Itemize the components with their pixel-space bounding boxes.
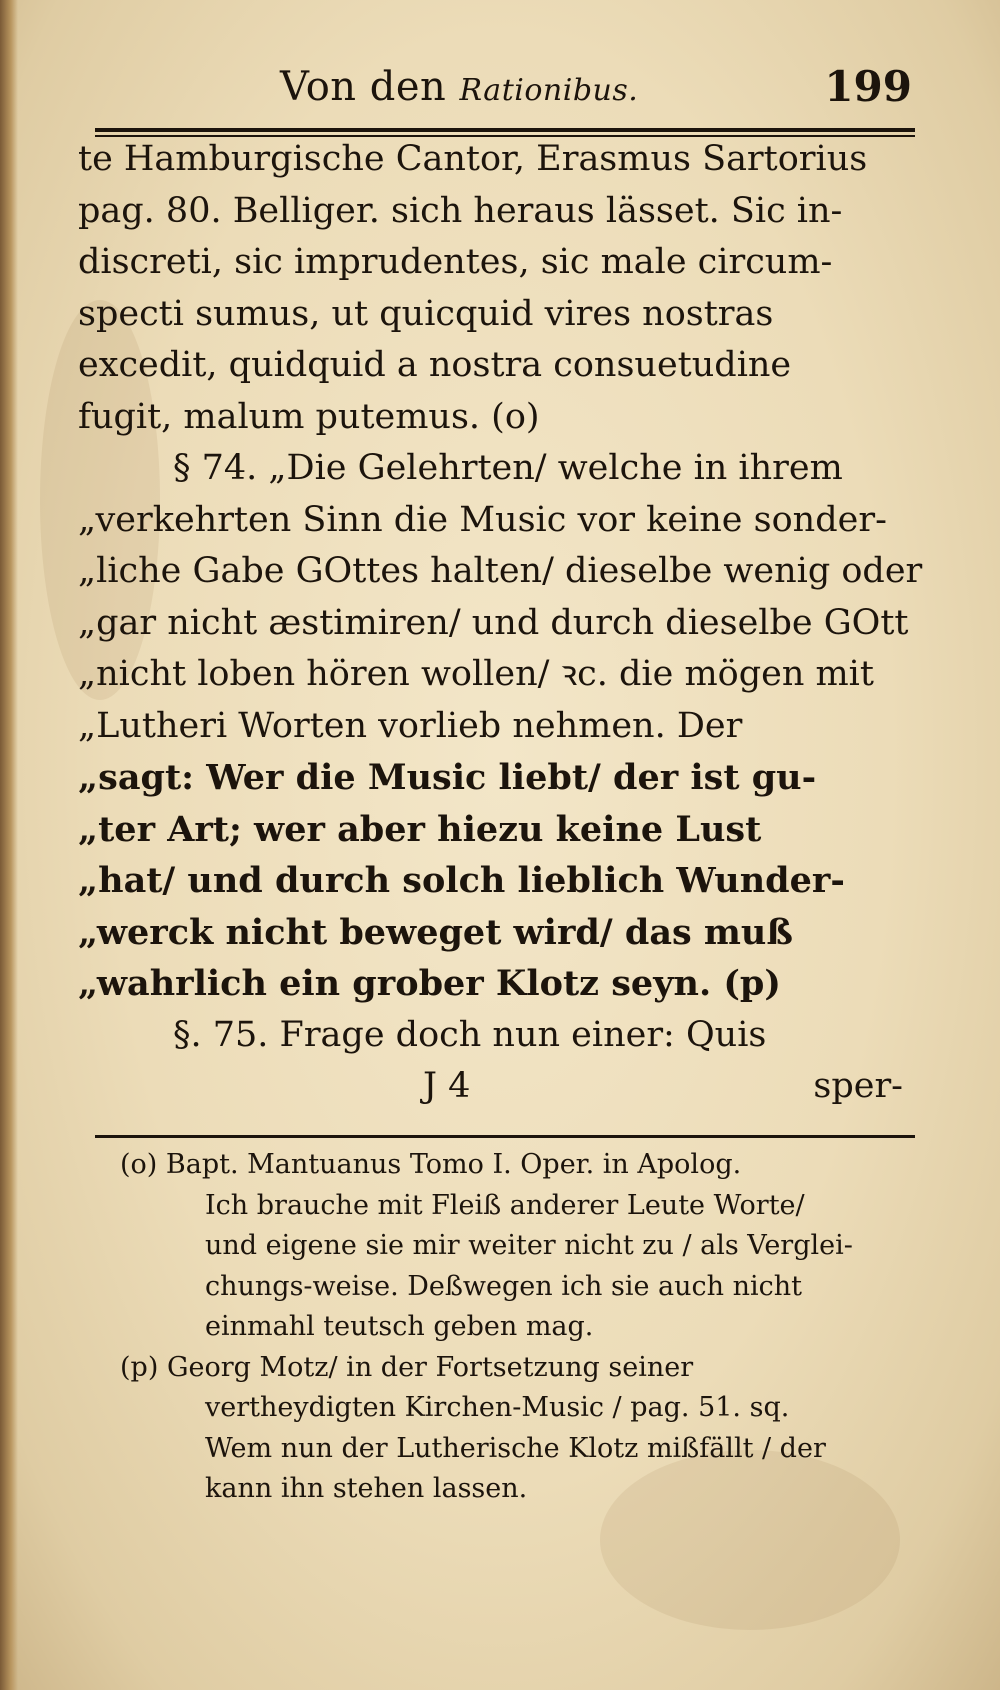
- text-line: discreti, sic imprudentes, sic male circum-: [78, 242, 833, 282]
- section-74-line: § 74. „Die Gelehrten/ welche in ihrem: [173, 448, 843, 488]
- footnote-mark: (p): [120, 1351, 159, 1383]
- running-title-fraktur: Von den: [280, 64, 447, 110]
- header-rule: [95, 128, 915, 132]
- footnote-o-first-line: [120, 1145, 930, 1186]
- footnote-text: chungs-weise. Deßwegen ich sie auch nicht: [205, 1270, 803, 1302]
- footnote-text: Ich brauche mit Fleiß anderer Leute Worte/: [205, 1189, 805, 1221]
- main-text: [78, 134, 923, 1113]
- footnote-text: einmahl teutsch geben mag.: [205, 1311, 594, 1342]
- page-number: 199: [824, 62, 912, 111]
- running-header: [260, 58, 920, 116]
- quote-line: „sagt: Wer die Music liebt/ der ist gu-: [78, 757, 817, 798]
- text-line: fugit, malum putemus. (o): [78, 396, 540, 437]
- quote-line: „hat/ und durch solch lieblich Wunder-: [78, 860, 845, 901]
- catchword: sper-: [813, 1066, 903, 1106]
- quote-line: „ter Art; wer aber hiezu keine Lust: [78, 808, 762, 850]
- footnote-text: Bapt. Mantuanus Tomo I. Oper. in Apolog.: [165, 1149, 742, 1180]
- signature-line: [78, 1061, 923, 1113]
- footnote-text: Wem nun der Lutherische Klotz mißfällt / der: [205, 1432, 826, 1464]
- text-line: „nicht loben hören wollen/ ꝛc. die mögen mit: [78, 654, 874, 694]
- quote-line: „wahrlich ein grober Klotz seyn. (p): [78, 963, 781, 1004]
- footnote-text: Georg Motz/ in der Fortsetzung seiner: [166, 1351, 694, 1383]
- printer-signature: J 4: [423, 1066, 471, 1106]
- running-title-italic: Rationibus.: [459, 73, 639, 108]
- running-title: [280, 64, 638, 110]
- footnote-p-first-line: [120, 1348, 930, 1389]
- text-line: „gar nicht æstimiren/ und durch dieselbe GOtt: [78, 602, 909, 643]
- footnote-text: vertheydigten Kirchen-Music / pag. 51. sq.: [205, 1392, 790, 1423]
- footnote-text: kann ihn stehen lassen.: [205, 1473, 528, 1504]
- text-line: „verkehrten Sinn die Music vor keine sonder-: [78, 499, 887, 540]
- footnote-mark: (o): [120, 1149, 158, 1180]
- text-line: „liche Gabe GOttes halten/ dieselbe wenig oder: [78, 551, 923, 591]
- text-line: pag. 80. Belliger. sich heraus lässet. Sic in-: [78, 190, 843, 231]
- footnote-rule: [95, 1135, 915, 1138]
- text-line: „Lutheri Worten vorlieb nehmen. Der: [78, 705, 743, 746]
- footnote-text: und eigene sie mir weiter nicht zu / als Verglei-: [205, 1230, 853, 1261]
- quote-line: „werck nicht beweget wird/ das muß: [78, 911, 793, 953]
- text-line: excedit, quidquid a nostra consuetudine: [78, 345, 792, 385]
- section-75-line: §. 75. Frage doch nun einer: Quis: [173, 1014, 767, 1055]
- text-line: specti sumus, ut quicquid vires nostras: [78, 293, 774, 334]
- footnotes: [120, 1145, 930, 1510]
- text-line: te Hamburgische Cantor, Erasmus Sartorius: [78, 139, 868, 179]
